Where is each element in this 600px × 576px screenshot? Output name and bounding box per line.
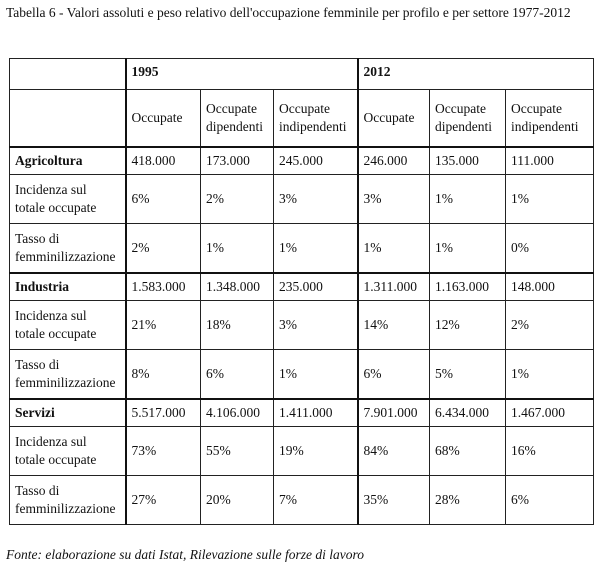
column-header: Occupate indipendenti bbox=[506, 90, 594, 148]
table-cell: 7.901.000 bbox=[358, 399, 430, 427]
row-label: Tasso di femminilizzazione bbox=[10, 350, 126, 400]
table-cell: 6.434.000 bbox=[430, 399, 506, 427]
table-cell: 6% bbox=[358, 350, 430, 400]
table-cell: 6% bbox=[506, 476, 594, 525]
table-cell: 35% bbox=[358, 476, 430, 525]
table-cell: 27% bbox=[126, 476, 201, 525]
table-caption: Tabella 6 - Valori assoluti e peso relativo dell'occupazione femminile per profilo e per settore 1977-2012 bbox=[6, 5, 571, 20]
table-cell: 3% bbox=[274, 301, 358, 350]
table-cell: 1% bbox=[430, 224, 506, 274]
table-cell: 235.000 bbox=[274, 273, 358, 301]
year-header-row bbox=[10, 59, 594, 90]
table-cell: 3% bbox=[358, 175, 430, 224]
table-cell: 2% bbox=[506, 301, 594, 350]
table-cell: 1% bbox=[358, 224, 430, 274]
table-cell: 73% bbox=[126, 427, 201, 476]
table-cell: 1% bbox=[506, 350, 594, 400]
table-cell: 0% bbox=[506, 224, 594, 274]
row-label: Incidenza sul totale occupate bbox=[10, 427, 126, 476]
table-cell: 16% bbox=[506, 427, 594, 476]
column-header-row bbox=[10, 90, 594, 148]
table-row bbox=[10, 350, 594, 400]
table-cell: 1% bbox=[430, 175, 506, 224]
table-cell: 5% bbox=[430, 350, 506, 400]
sector-name: Servizi bbox=[10, 399, 126, 427]
corner-cell bbox=[10, 59, 126, 90]
table-cell: 1% bbox=[506, 175, 594, 224]
table-cell: 1.583.000 bbox=[126, 273, 201, 301]
table-cell: 19% bbox=[274, 427, 358, 476]
table-row bbox=[10, 301, 594, 350]
table-cell: 1% bbox=[201, 224, 274, 274]
table-cell: 28% bbox=[430, 476, 506, 525]
column-header: Occupate bbox=[358, 90, 430, 148]
table-cell: 173.000 bbox=[201, 147, 274, 175]
table-cell: 246.000 bbox=[358, 147, 430, 175]
table-cell: 3% bbox=[274, 175, 358, 224]
table-row bbox=[10, 224, 594, 274]
table-row bbox=[10, 427, 594, 476]
row-label: Tasso di femminilizzazione bbox=[10, 224, 126, 274]
table-cell: 1% bbox=[274, 350, 358, 400]
table-cell: 418.000 bbox=[126, 147, 201, 175]
source-footnote: Fonte: elaborazione su dati Istat, Rilevazione sulle forze di lavoro bbox=[6, 547, 364, 562]
table-cell: 20% bbox=[201, 476, 274, 525]
table-cell: 55% bbox=[201, 427, 274, 476]
sector-row bbox=[10, 147, 594, 175]
table-cell: 2% bbox=[201, 175, 274, 224]
column-header: Occupate indipendenti bbox=[274, 90, 358, 148]
table-cell: 6% bbox=[126, 175, 201, 224]
table-cell: 111.000 bbox=[506, 147, 594, 175]
table-cell: 1.467.000 bbox=[506, 399, 594, 427]
table-cell: 148.000 bbox=[506, 273, 594, 301]
table-cell: 18% bbox=[201, 301, 274, 350]
table-cell: 1.311.000 bbox=[358, 273, 430, 301]
table-cell: 84% bbox=[358, 427, 430, 476]
table-cell: 14% bbox=[358, 301, 430, 350]
row-label: Incidenza sul totale occupate bbox=[10, 175, 126, 224]
table-cell: 1% bbox=[274, 224, 358, 274]
year-2012-header: 2012 bbox=[358, 59, 594, 90]
table-cell: 5.517.000 bbox=[126, 399, 201, 427]
sector-name: Industria bbox=[10, 273, 126, 301]
table-cell: 1.348.000 bbox=[201, 273, 274, 301]
column-header: Occupate dipendenti bbox=[430, 90, 506, 148]
table-cell: 68% bbox=[430, 427, 506, 476]
employment-table bbox=[9, 58, 594, 525]
year-1995-header: 1995 bbox=[126, 59, 358, 90]
table-cell: 7% bbox=[274, 476, 358, 525]
row-label-header bbox=[10, 90, 126, 148]
table-cell: 1.411.000 bbox=[274, 399, 358, 427]
sector-row bbox=[10, 399, 594, 427]
table-cell: 6% bbox=[201, 350, 274, 400]
table-cell: 2% bbox=[126, 224, 201, 274]
column-header: Occupate bbox=[126, 90, 201, 148]
row-label: Incidenza sul totale occupate bbox=[10, 301, 126, 350]
table-cell: 4.106.000 bbox=[201, 399, 274, 427]
table-cell: 21% bbox=[126, 301, 201, 350]
table-cell: 12% bbox=[430, 301, 506, 350]
table-cell: 135.000 bbox=[430, 147, 506, 175]
column-header: Occupate dipendenti bbox=[201, 90, 274, 148]
table-cell: 245.000 bbox=[274, 147, 358, 175]
sector-row bbox=[10, 273, 594, 301]
row-label: Tasso di femminilizzazione bbox=[10, 476, 126, 525]
sector-name: Agricoltura bbox=[10, 147, 126, 175]
table-cell: 8% bbox=[126, 350, 201, 400]
table-row bbox=[10, 175, 594, 224]
table-cell: 1.163.000 bbox=[430, 273, 506, 301]
table-row bbox=[10, 476, 594, 525]
